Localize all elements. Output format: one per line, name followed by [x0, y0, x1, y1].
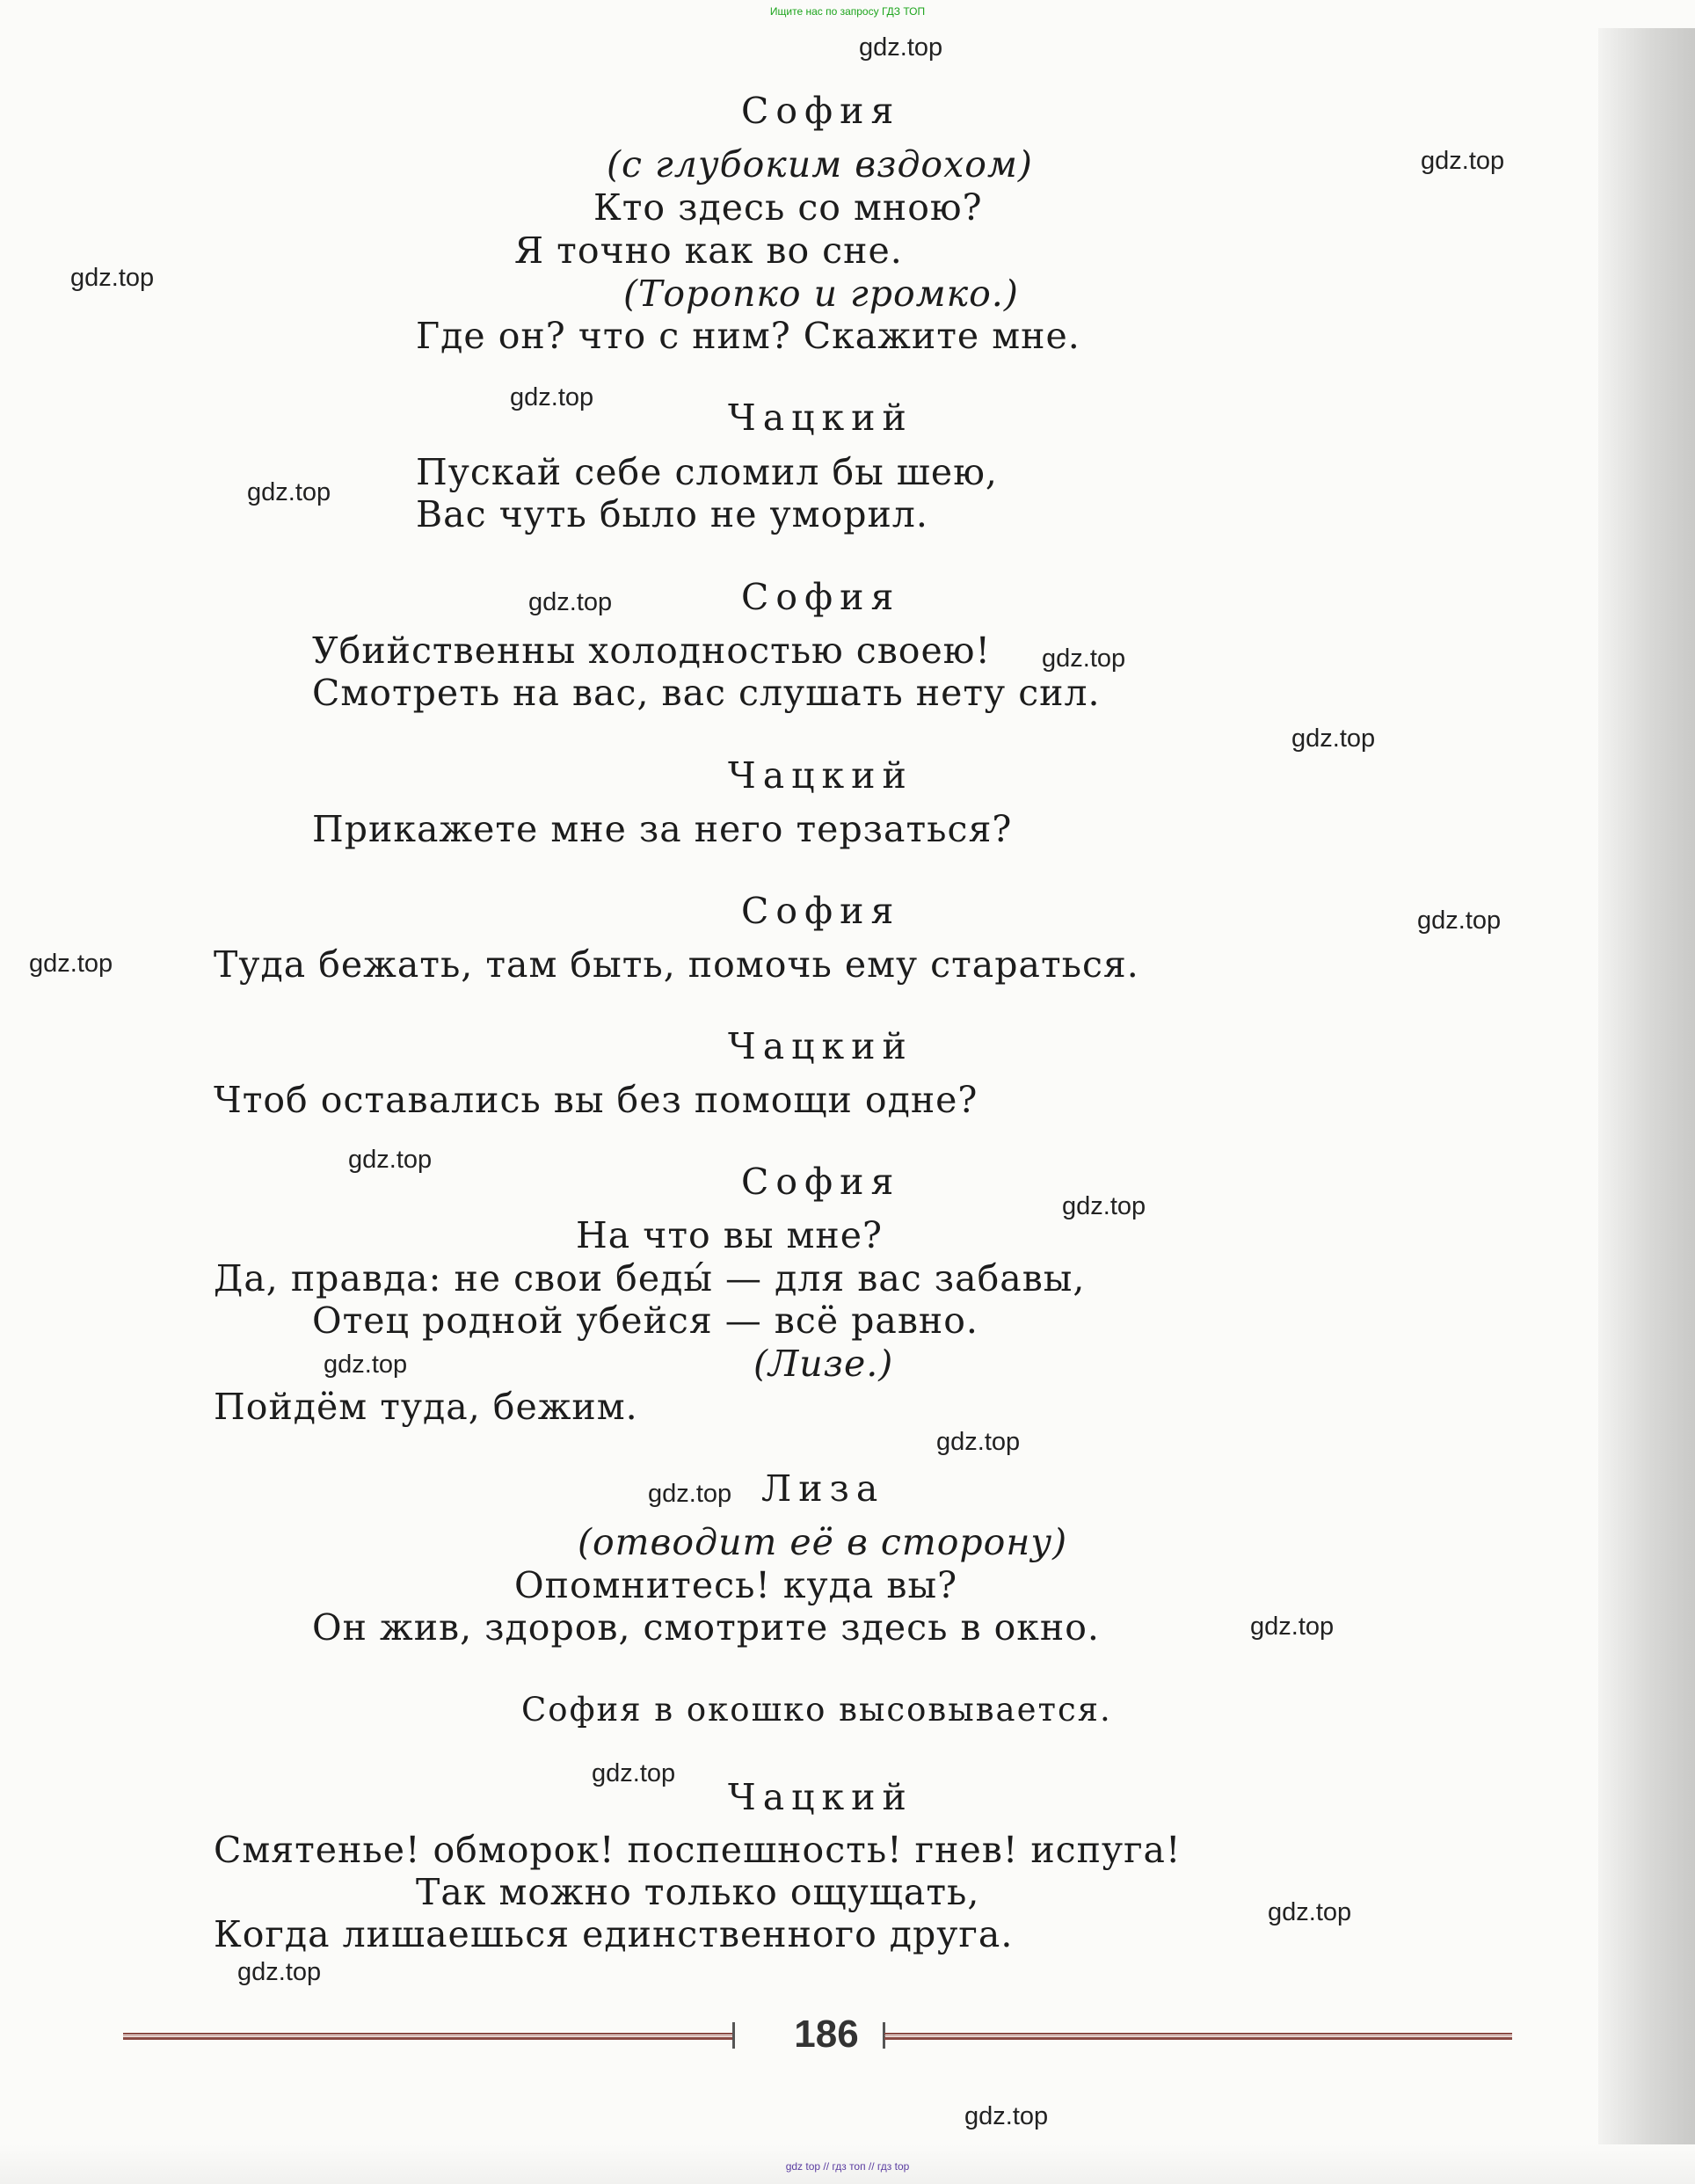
watermark: gdz.top [964, 2102, 1049, 2130]
bottom-note: gdz top // гдз топ // гдз top [785, 2160, 910, 2173]
watermark: gdz.top [1291, 724, 1376, 753]
stage-direction: (Лизе.) [753, 1343, 894, 1385]
verse-line: Смотреть на вас, вас слушать нету сил. [312, 672, 1101, 714]
watermark: gdz.top [1421, 147, 1505, 175]
watermark: gdz.top [1062, 1192, 1146, 1220]
footer-rule-right [884, 2033, 1512, 2040]
watermark: gdz.top [29, 950, 113, 978]
watermark: gdz.top [1042, 644, 1126, 673]
watermark: gdz.top [237, 1958, 322, 1986]
verse-line: Отец родной убейся — всё равно. [312, 1299, 978, 1342]
verse-line: Когда лишаешься единственного друга. [214, 1913, 1014, 1955]
verse-line: Туда бежать, там быть, помочь ему стараться. [214, 943, 1139, 986]
speaker-name: София [741, 576, 901, 618]
watermark: gdz.top [348, 1146, 433, 1174]
watermark: gdz.top [70, 264, 155, 292]
speaker-name: Чацкий [728, 397, 913, 439]
watermark: gdz.top [1417, 906, 1502, 935]
watermark: gdz.top [510, 383, 594, 411]
verse-line: Смятенье! обморок! поспешность! гнев! испуга! [214, 1829, 1182, 1871]
watermark: gdz.top [936, 1428, 1021, 1456]
stage-remark: София в окошко высовывается. [521, 1691, 1112, 1729]
speaker-name: Чацкий [728, 1776, 913, 1818]
verse-line: Пойдём туда, бежим. [214, 1386, 638, 1428]
verse-line: Убийственны холодностью своею! [312, 630, 991, 672]
verse-line: Где он? что с ним? Скажите мне. [416, 315, 1080, 357]
speaker-name: Чацкий [728, 1025, 913, 1067]
watermark: gdz.top [247, 478, 331, 506]
top-search-note: Ищите нас по запросу ГДЗ ТОП [769, 5, 926, 18]
watermark: gdz.top [324, 1350, 408, 1379]
verse-line: На что вы мне? [576, 1214, 883, 1256]
stage-direction: (Торопко и громко.) [623, 273, 1019, 315]
page-number: 186 [794, 2013, 859, 2056]
verse-line: Пускай себе сломил бы шею, [416, 451, 998, 493]
verse-line: Прикажете мне за него терзаться? [312, 808, 1013, 850]
verse-line: Я точно как во сне. [514, 229, 903, 272]
speaker-name: София [741, 1161, 901, 1203]
speaker-name: Чацкий [728, 754, 913, 797]
speaker-name: Лиза [761, 1467, 885, 1510]
watermark: gdz.top [859, 33, 943, 62]
verse-line: Опомнитесь! куда вы? [514, 1564, 958, 1606]
stage-direction: (с глубоким вздохом) [607, 143, 1033, 186]
verse-line: Так можно только ощущать, [416, 1871, 980, 1913]
stage-direction: (отводит её в сторону) [578, 1521, 1068, 1563]
footer-rule-left [123, 2033, 734, 2040]
verse-line: Кто здесь со мною? [593, 186, 983, 229]
footer-rule-left-cap [732, 2022, 735, 2049]
watermark: gdz.top [592, 1759, 676, 1787]
watermark: gdz.top [1250, 1613, 1335, 1641]
page-edge-shadow [1598, 28, 1695, 2147]
watermark: gdz.top [528, 588, 613, 616]
watermark: gdz.top [648, 1480, 732, 1508]
speaker-name: София [741, 90, 901, 132]
verse-line: Да, правда: не свои беды́ — для вас забавы, [214, 1257, 1086, 1299]
verse-line: Вас чуть было не уморил. [416, 493, 928, 535]
watermark: gdz.top [1268, 1898, 1352, 1926]
speaker-name: София [741, 890, 901, 932]
verse-line: Чтоб оставались вы без помощи одне? [214, 1079, 978, 1121]
verse-line: Он жив, здоров, смотрите здесь в окно. [312, 1606, 1100, 1649]
